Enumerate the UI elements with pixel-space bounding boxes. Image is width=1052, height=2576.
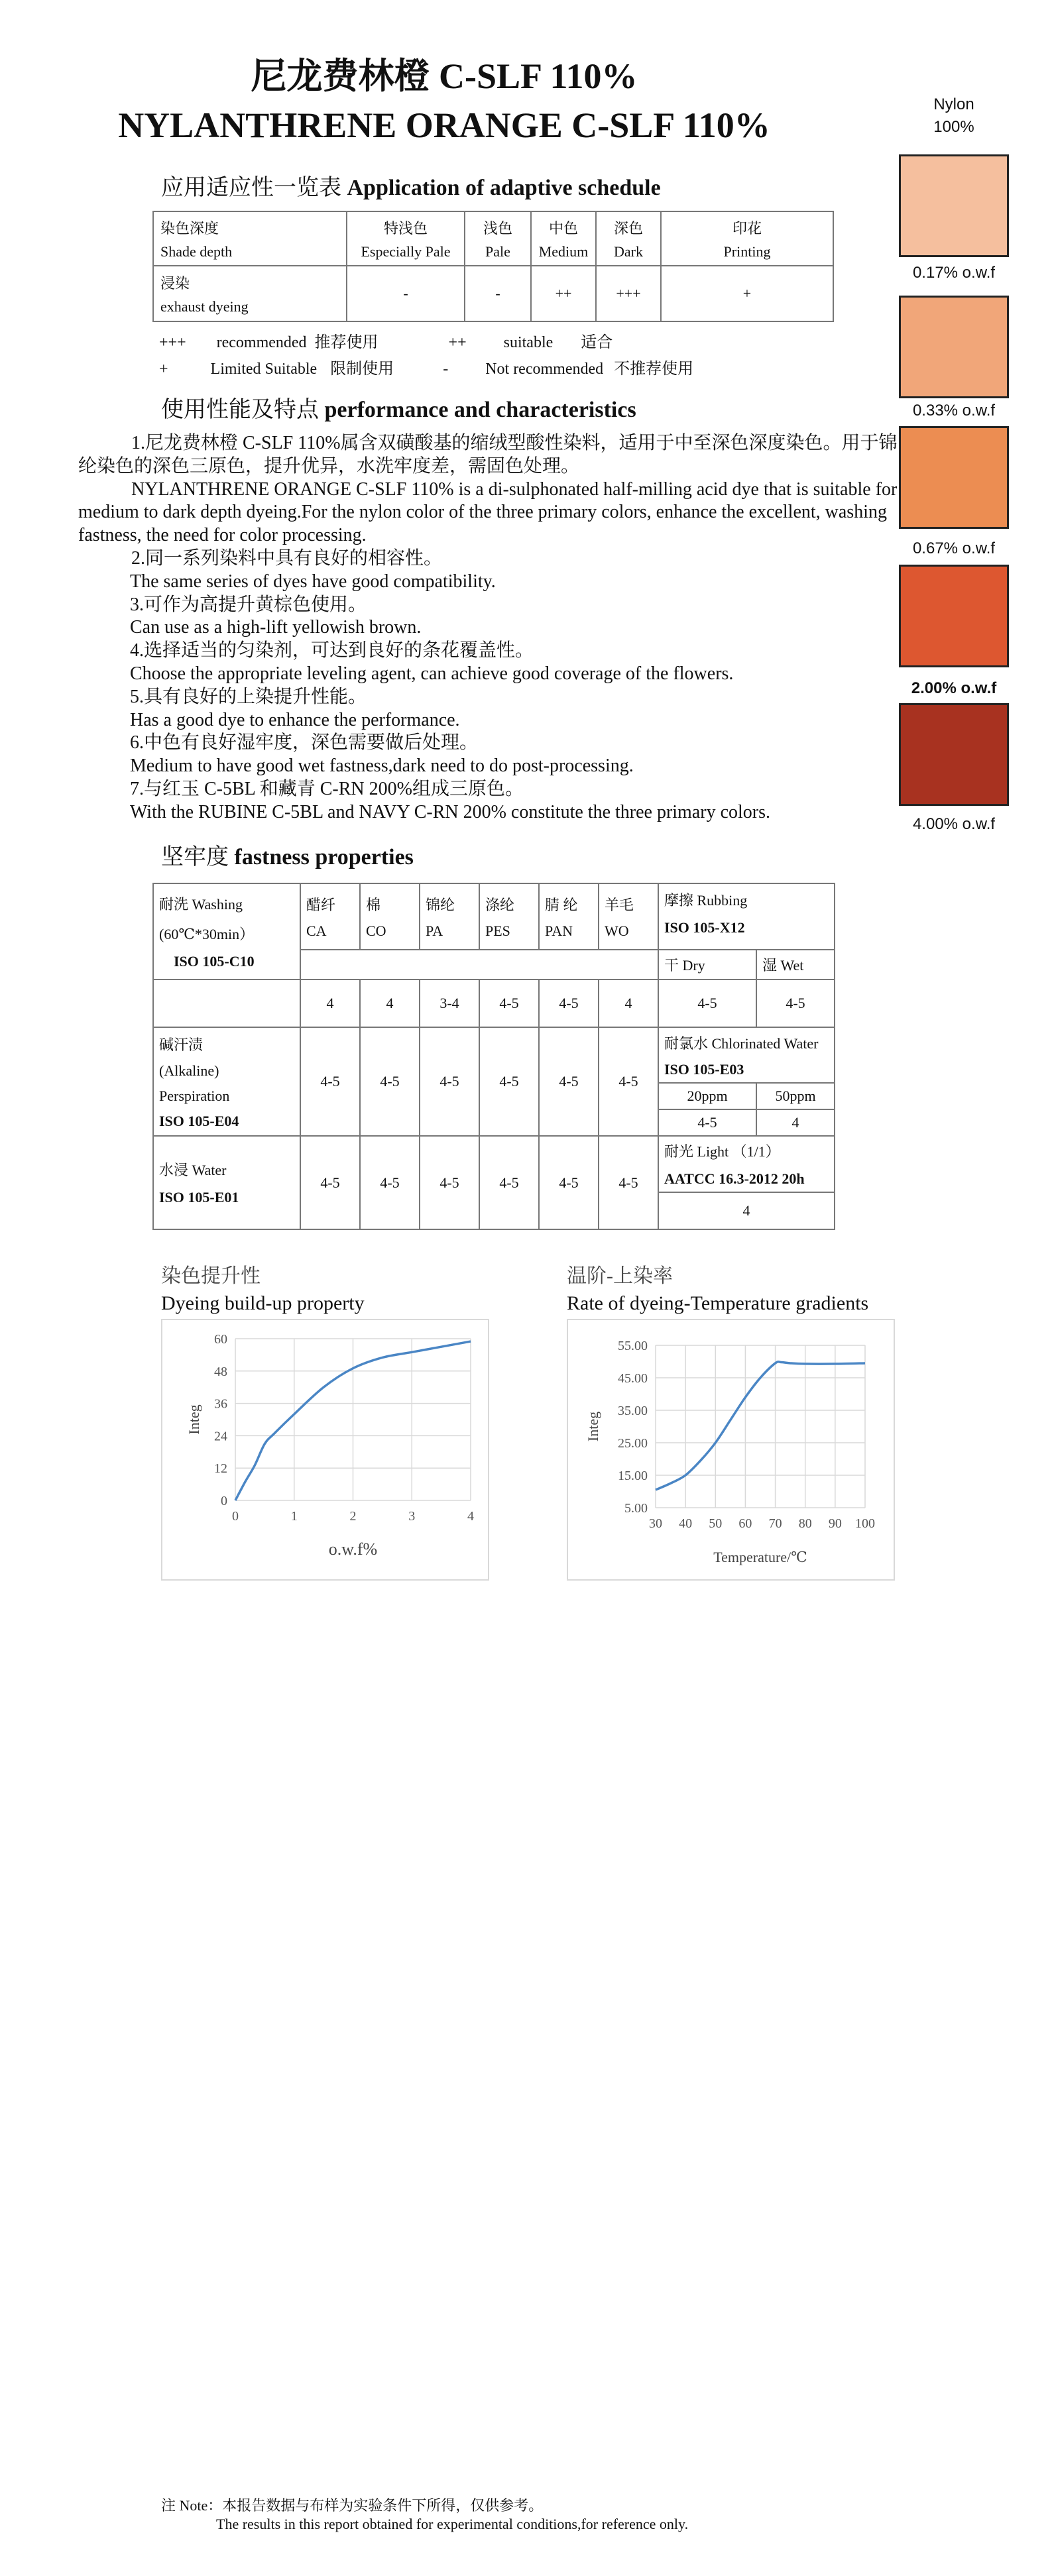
temp-caption: 温阶-上染率 Rate of dyeing-Temperature gradients — [567, 1265, 869, 1314]
washing-pes: 4-5 — [479, 980, 539, 1027]
rubbing-wet-value: 4-5 — [756, 980, 835, 1027]
x-tick-label: 60 — [738, 1516, 752, 1531]
cell-dark: +++ — [596, 266, 661, 321]
persp-ca: 4-5 — [300, 1027, 360, 1136]
perf-p6-cn: 6.中色有良好湿牢度，深色需要做后处理。 — [130, 732, 479, 754]
x-tick-label: 50 — [709, 1516, 723, 1531]
row-exhaust-dyeing: 浸染 exhaust dyeing — [153, 266, 347, 321]
fastness-table — [152, 883, 835, 1230]
fiber-pa: 锦纶 PA — [420, 883, 479, 950]
y-tick-label: 15.00 — [618, 1469, 648, 1483]
note-cn: 注 Note：本报告数据与布样为实验条件下所得，仅供参考。 — [161, 2497, 544, 2514]
y-tick-label: 55.00 — [618, 1339, 648, 1353]
perf-p2-cn: 2.同一系列染料中具有良好的相容性。 — [131, 547, 443, 569]
x-tick-label: 1 — [290, 1509, 298, 1524]
washing-label: 耐洗 Washing (60℃*30min） ISO 105-C10 — [153, 883, 300, 980]
title-en: NYLANTHRENE ORANGE C-SLF 110% — [118, 105, 770, 145]
water-wo: 4-5 — [599, 1136, 658, 1229]
chlorinated-20ppm-value: 4-5 — [658, 1109, 756, 1136]
perf-p2-en: The same series of dyes have good compatibility. — [130, 571, 496, 592]
x-tick-label: 0 — [232, 1509, 239, 1524]
perf-p4-cn: 4.选择适当的匀染剂，可达到良好的条花覆盖性。 — [130, 640, 534, 661]
washing-pan: 4-5 — [539, 980, 599, 1027]
water-ca: 4-5 — [300, 1136, 360, 1229]
cell-printing: + — [661, 266, 833, 321]
persp-pan: 4-5 — [539, 1027, 599, 1136]
swatch-1-label: 0.17% o.w.f — [912, 264, 996, 282]
title-cn: 尼龙费林橙 C-SLF 110% — [251, 56, 638, 96]
water-pan: 4-5 — [539, 1136, 599, 1229]
swatch-3 — [899, 426, 1009, 529]
buildup-chart-box — [161, 1319, 489, 1581]
cell-especially-pale: - — [347, 266, 465, 321]
buildup-caption: 染色提升性 Dyeing build-up property — [161, 1265, 365, 1314]
rubbing-dry-value: 4-5 — [658, 980, 756, 1027]
y-tick-label: 5.00 — [624, 1501, 648, 1516]
performance-heading: 使用性能及特点 performance and characteristics — [161, 398, 636, 422]
x-tick-label: 70 — [768, 1516, 782, 1531]
perf-p7-en: With the RUBINE C-5BL and NAVY C-RN 200% constitute the three primary colors. — [130, 801, 771, 822]
light-header: 耐光 Light （1/1） AATCC 16.3-2012 20h — [658, 1136, 835, 1192]
x-tick-label: 90 — [828, 1516, 842, 1531]
chlorinated-50ppm: 50ppm — [756, 1083, 835, 1109]
y-tick-label: 25.00 — [618, 1436, 648, 1451]
water-pa: 4-5 — [420, 1136, 479, 1229]
y-tick-label: 0 — [221, 1494, 227, 1508]
x-axis-label: o.w.f% — [328, 1540, 378, 1559]
washing-pa: 3-4 — [420, 980, 479, 1027]
rubbing-header: 摩擦 Rubbing ISO 105-X12 — [658, 883, 835, 950]
col-dark: 深色 Dark — [596, 211, 661, 266]
y-tick-label: 12 — [214, 1461, 227, 1477]
adaptive-table — [152, 211, 834, 322]
adaptive-heading: 应用适应性一览表 Application of adaptive schedule — [161, 176, 661, 200]
perf-p7-cn: 7.与红玉 C-5BL 和藏青 C-RN 200%组成三原色。 — [130, 778, 524, 799]
swatch-4 — [899, 565, 1009, 667]
perf-p5-en: Has a good dye to enhance the performance. — [130, 709, 460, 730]
x-axis-label: Temperature/℃ — [713, 1549, 807, 1565]
legend-row-2: + Limited Suitable 限制使用 - Not recommended 不推荐使用 — [159, 361, 694, 378]
cell-medium: ++ — [531, 266, 596, 321]
perf-p1-cn: 1.尼龙费林橙 C-SLF 110%属含双磺酸基的缩绒型酸性染料，适用于中至深色深度染色。用于锦纶染色的深色三原色，提升优异，水洗牢度差，需固色处理。 — [78, 433, 898, 476]
swatch-1 — [899, 154, 1009, 257]
legend-row-1: +++ recommended 推荐使用 ++ suitable 适合 — [159, 334, 613, 351]
perf-p6-en: Medium to have good wet fastness,dark need to do post-processing. — [130, 756, 634, 777]
water-label: 水浸 Water ISO 105-E01 — [153, 1136, 300, 1229]
fiber-co: 棉 CO — [360, 883, 420, 950]
x-tick-label: 40 — [679, 1516, 693, 1531]
temp-chart — [568, 1320, 896, 1582]
persp-pa: 4-5 — [420, 1027, 479, 1136]
y-axis-label: Integ — [585, 1411, 601, 1442]
col-shade-depth: 染色深度 Shade depth — [153, 211, 347, 266]
perf-p5-cn: 5.具有良好的上染提升性能。 — [130, 686, 367, 707]
fiber-pan: 腈 纶 PAN — [539, 883, 599, 950]
performance-text — [78, 432, 900, 824]
x-tick-label: 80 — [798, 1516, 812, 1531]
x-tick-label: 100 — [855, 1516, 875, 1531]
cell-pale: - — [465, 266, 531, 321]
fiber-pes: 涤纶 PES — [479, 883, 539, 950]
perf-p4-en: Choose the appropriate leveling agent, can achieve good coverage of the flowers. — [130, 663, 734, 684]
perf-p3-cn: 3.可作为高提升黄棕色使用。 — [130, 594, 367, 615]
temp-chart-box — [567, 1319, 895, 1581]
y-tick-label: 48 — [214, 1364, 227, 1379]
water-co: 4-5 — [360, 1136, 420, 1229]
substrate-label: Nylon 100% — [933, 95, 974, 136]
rubbing-dry-label: 干 Dry — [658, 950, 756, 980]
y-tick-label: 35.00 — [618, 1404, 648, 1418]
persp-wo: 4-5 — [599, 1027, 658, 1136]
persp-co: 4-5 — [360, 1027, 420, 1136]
note-en: The results in this report obtained for experimental conditions,for reference only. — [216, 2516, 689, 2532]
swatch-5 — [899, 703, 1009, 806]
swatch-3-label: 0.67% o.w.f — [912, 539, 996, 557]
washing-ca: 4 — [300, 980, 360, 1027]
water-pes: 4-5 — [479, 1136, 539, 1229]
x-tick-label: 3 — [408, 1509, 416, 1524]
fiber-ca: 醋纤 CA — [300, 883, 360, 950]
swatch-2 — [899, 296, 1009, 398]
col-especially-pale: 特浅色 Especially Pale — [347, 211, 465, 266]
swatch-2-label: 0.33% o.w.f — [912, 402, 996, 420]
swatch-4-label: 2.00% o.w.f — [911, 679, 997, 697]
series-line — [656, 1362, 865, 1490]
fiber-wo: 羊毛 WO — [599, 883, 658, 950]
washing-wo: 4 — [599, 980, 658, 1027]
light-value: 4 — [658, 1192, 835, 1229]
y-tick-label: 36 — [214, 1396, 227, 1412]
chlorinated-50ppm-value: 4 — [756, 1109, 835, 1136]
x-tick-label: 2 — [349, 1509, 357, 1524]
rubbing-wet-label: 湿 Wet — [756, 950, 835, 980]
perf-p3-en: Can use as a high-lift yellowish brown. — [130, 617, 422, 638]
y-tick-label: 24 — [214, 1429, 227, 1444]
swatch-5-label: 4.00% o.w.f — [912, 815, 996, 833]
fastness-heading: 坚牢度 fastness properties — [161, 845, 414, 869]
chlorinated-header: 耐氯水 Chlorinated Water ISO 105-E03 — [658, 1027, 835, 1083]
perspiration-label: 碱汗渍 (Alkaline) Perspiration ISO 105-E04 — [153, 1027, 300, 1136]
x-tick-label: 4 — [467, 1509, 474, 1524]
chlorinated-20ppm: 20ppm — [658, 1083, 756, 1109]
col-medium: 中色 Medium — [531, 211, 596, 266]
perf-p1-en: NYLANTHRENE ORANGE C-SLF 110% is a di-sulphonated half-milling acid dye that is suitable for medium to dark depth dyeing.For the nylon color of the three primary colors, enhance the excellent, washing fastness, the need for color processing. — [78, 478, 898, 546]
persp-pes: 4-5 — [479, 1027, 539, 1136]
y-axis-label: Integ — [186, 1404, 202, 1435]
y-tick-label: 60 — [214, 1332, 227, 1347]
x-tick-label: 30 — [649, 1516, 662, 1531]
buildup-chart — [162, 1320, 491, 1582]
washing-co: 4 — [360, 980, 420, 1027]
col-printing: 印花 Printing — [661, 211, 833, 266]
y-tick-label: 45.00 — [618, 1371, 648, 1386]
col-pale: 浅色 Pale — [465, 211, 531, 266]
